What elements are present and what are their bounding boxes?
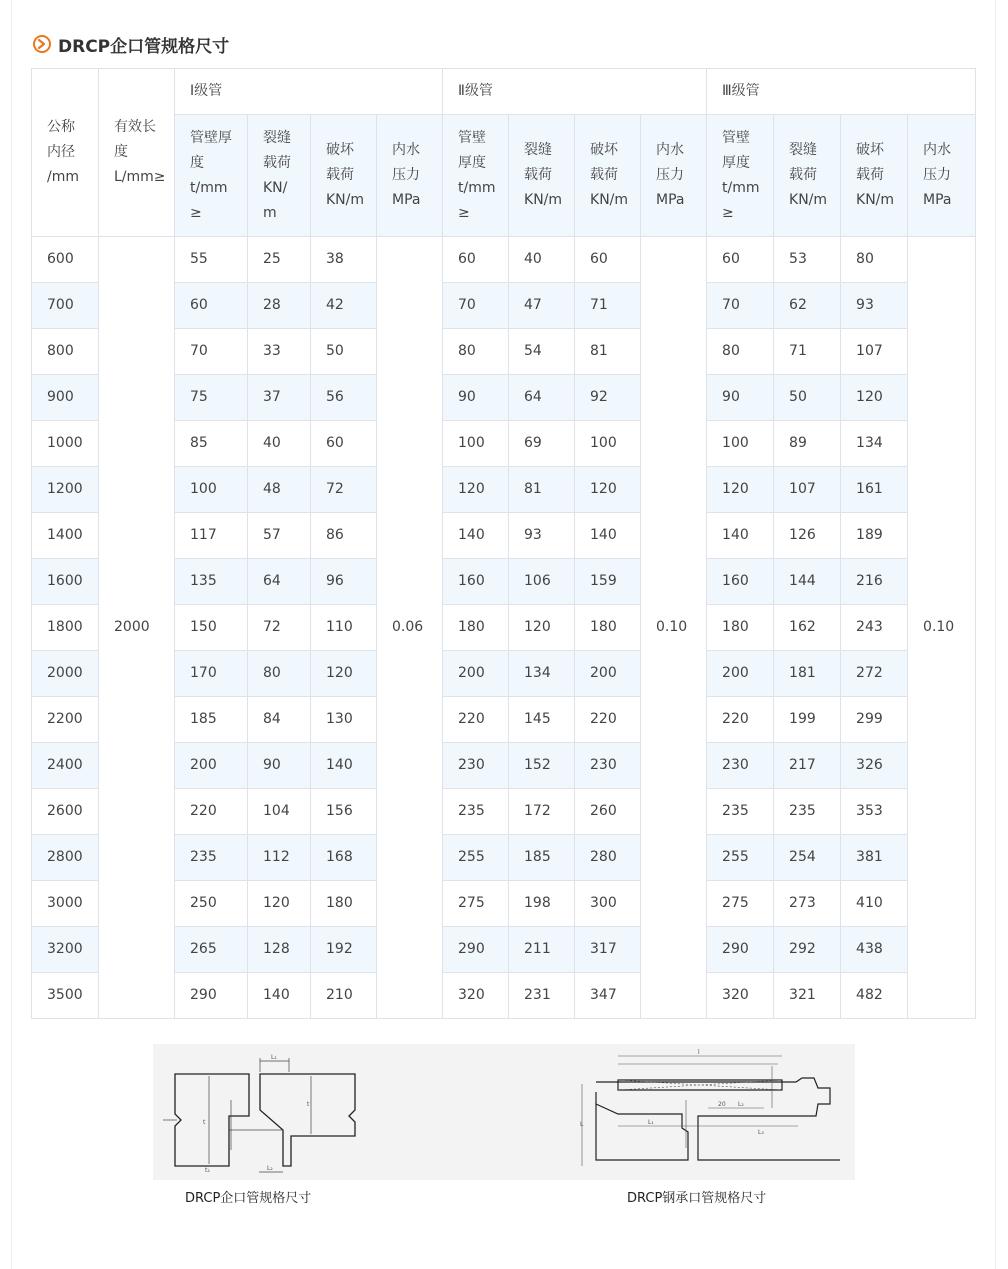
subheader-g3-c1: 管壁 厚度 t/mm ≥ [707, 115, 774, 237]
cell-g2-c3: 230 [575, 743, 641, 789]
cell-g1-c3: 192 [311, 927, 377, 973]
header-group-1: Ⅰ级管 [175, 69, 443, 115]
cell-pressure-g2: 0.10 [641, 237, 707, 1019]
subheader-g2-c3: 破坏 载荷 KN/m [575, 115, 641, 237]
chevron-right-circle-icon [33, 35, 51, 53]
cell-g3-c3: 438 [841, 927, 908, 973]
cell-g3-c2: 181 [774, 651, 841, 697]
cell-g1-c2: 90 [248, 743, 311, 789]
cell-g1-c3: 42 [311, 283, 377, 329]
cell-g2-c3: 92 [575, 375, 641, 421]
cell-g1-c2: 40 [248, 421, 311, 467]
cell-g1-c1: 55 [175, 237, 248, 283]
cell-g2-c3: 120 [575, 467, 641, 513]
svg-text:L₂: L₂ [267, 1165, 273, 1172]
header-effective-length: 有效长 度 L/mm≥ [99, 69, 175, 237]
cell-g3-c1: 275 [707, 881, 774, 927]
cell-g2-c1: 230 [443, 743, 509, 789]
cell-g3-c3: 80 [841, 237, 908, 283]
cell-g1-c1: 150 [175, 605, 248, 651]
svg-text:t₂: t₂ [205, 1167, 210, 1174]
cell-g2-c1: 220 [443, 697, 509, 743]
cell-g1-c3: 156 [311, 789, 377, 835]
cell-g1-c2: 120 [248, 881, 311, 927]
cell-g2-c2: 40 [509, 237, 575, 283]
cell-g3-c2: 273 [774, 881, 841, 927]
right-figure-caption: DRCP钢承口管规格尺寸 [627, 1191, 767, 1206]
cell-g3-c2: 292 [774, 927, 841, 973]
cell-nominal-diameter: 1200 [32, 467, 99, 513]
cell-nominal-diameter: 700 [32, 283, 99, 329]
cell-g3-c2: 62 [774, 283, 841, 329]
subheader-g3-c4: 内水 压力 MPa [908, 115, 976, 237]
cell-g3-c3: 243 [841, 605, 908, 651]
svg-text:t: t [203, 1119, 206, 1126]
cell-g3-c2: 126 [774, 513, 841, 559]
cell-nominal-diameter: 2400 [32, 743, 99, 789]
svg-text:L₃: L₃ [758, 1129, 764, 1136]
cell-g3-c3: 410 [841, 881, 908, 927]
cell-g2-c1: 140 [443, 513, 509, 559]
cell-g3-c1: 140 [707, 513, 774, 559]
cell-g2-c2: 172 [509, 789, 575, 835]
cell-g3-c2: 199 [774, 697, 841, 743]
cell-g2-c1: 320 [443, 973, 509, 1019]
cell-g1-c3: 168 [311, 835, 377, 881]
cell-g3-c3: 482 [841, 973, 908, 1019]
cell-g2-c2: 69 [509, 421, 575, 467]
cell-g3-c2: 235 [774, 789, 841, 835]
cell-g1-c2: 84 [248, 697, 311, 743]
cell-g2-c3: 71 [575, 283, 641, 329]
cell-g1-c3: 140 [311, 743, 377, 789]
cell-nominal-diameter: 2200 [32, 697, 99, 743]
cell-g1-c2: 33 [248, 329, 311, 375]
cell-g1-c2: 64 [248, 559, 311, 605]
cell-g3-c1: 320 [707, 973, 774, 1019]
cell-g2-c3: 60 [575, 237, 641, 283]
cell-g1-c1: 235 [175, 835, 248, 881]
cell-nominal-diameter: 1800 [32, 605, 99, 651]
cell-g1-c3: 96 [311, 559, 377, 605]
cell-g1-c1: 135 [175, 559, 248, 605]
cell-g3-c1: 230 [707, 743, 774, 789]
cell-g3-c2: 162 [774, 605, 841, 651]
cell-g3-c3: 120 [841, 375, 908, 421]
cell-g1-c1: 100 [175, 467, 248, 513]
cell-g1-c3: 56 [311, 375, 377, 421]
cell-nominal-diameter: 2800 [32, 835, 99, 881]
cell-g3-c1: 90 [707, 375, 774, 421]
svg-text:t: t [307, 1101, 310, 1108]
cell-pressure-g1: 0.06 [377, 237, 443, 1019]
subheader-g1-c2: 裂缝 载荷 KN/ m [248, 115, 311, 237]
cell-g3-c3: 189 [841, 513, 908, 559]
svg-text:L₁: L₁ [648, 1119, 654, 1126]
cell-nominal-diameter: 3500 [32, 973, 99, 1019]
section-heading [33, 31, 229, 57]
cell-g3-c2: 71 [774, 329, 841, 375]
cell-g1-c1: 220 [175, 789, 248, 835]
cell-g2-c1: 200 [443, 651, 509, 697]
svg-text:L₂: L₂ [738, 1101, 744, 1108]
cell-g3-c1: 255 [707, 835, 774, 881]
cell-g2-c2: 231 [509, 973, 575, 1019]
cell-g1-c3: 72 [311, 467, 377, 513]
cell-g2-c3: 81 [575, 329, 641, 375]
cell-g2-c3: 347 [575, 973, 641, 1019]
cell-g2-c1: 70 [443, 283, 509, 329]
cell-g2-c3: 180 [575, 605, 641, 651]
cell-g2-c2: 47 [509, 283, 575, 329]
cell-g2-c2: 134 [509, 651, 575, 697]
cell-g3-c1: 220 [707, 697, 774, 743]
cell-g1-c1: 70 [175, 329, 248, 375]
cell-g1-c3: 38 [311, 237, 377, 283]
cell-g2-c1: 80 [443, 329, 509, 375]
cell-nominal-diameter: 800 [32, 329, 99, 375]
subheader-g3-c3: 破坏 载荷 KN/m [841, 115, 908, 237]
subheader-g2-c4: 内水 压力 MPa [641, 115, 707, 237]
cell-g2-c3: 280 [575, 835, 641, 881]
cell-g1-c2: 140 [248, 973, 311, 1019]
cell-g3-c2: 53 [774, 237, 841, 283]
cell-g3-c3: 272 [841, 651, 908, 697]
cell-nominal-diameter: 1600 [32, 559, 99, 605]
cell-g2-c1: 90 [443, 375, 509, 421]
cell-g2-c3: 260 [575, 789, 641, 835]
cell-nominal-diameter: 2000 [32, 651, 99, 697]
cell-g2-c2: 93 [509, 513, 575, 559]
cell-pressure-g3: 0.10 [908, 237, 976, 1019]
cell-g2-c2: 81 [509, 467, 575, 513]
cell-nominal-diameter: 1000 [32, 421, 99, 467]
svg-text:L₁: L₁ [271, 1054, 277, 1061]
cell-g1-c3: 50 [311, 329, 377, 375]
cell-g1-c1: 60 [175, 283, 248, 329]
cell-g1-c1: 170 [175, 651, 248, 697]
svg-text:l: l [698, 1049, 700, 1056]
cell-g3-c3: 93 [841, 283, 908, 329]
cell-g2-c2: 198 [509, 881, 575, 927]
cell-g2-c2: 64 [509, 375, 575, 421]
cell-g2-c1: 100 [443, 421, 509, 467]
cell-g3-c3: 381 [841, 835, 908, 881]
cell-g2-c3: 220 [575, 697, 641, 743]
cell-g1-c2: 57 [248, 513, 311, 559]
section-title: DRCP企口管规格尺寸 [58, 36, 230, 57]
cell-g3-c1: 120 [707, 467, 774, 513]
spec-table [31, 68, 976, 1019]
cell-g3-c2: 254 [774, 835, 841, 881]
cell-g2-c2: 211 [509, 927, 575, 973]
cell-g3-c2: 89 [774, 421, 841, 467]
cell-g2-c3: 200 [575, 651, 641, 697]
cell-g2-c3: 300 [575, 881, 641, 927]
cell-nominal-diameter: 900 [32, 375, 99, 421]
cell-g1-c2: 104 [248, 789, 311, 835]
cell-g2-c3: 317 [575, 927, 641, 973]
cell-g1-c1: 117 [175, 513, 248, 559]
cell-g1-c3: 110 [311, 605, 377, 651]
cell-g1-c3: 180 [311, 881, 377, 927]
cell-g1-c1: 200 [175, 743, 248, 789]
drawings-panel [153, 1044, 855, 1180]
subheader-g2-c2: 裂缝 载荷 KN/m [509, 115, 575, 237]
subheader-g3-c2: 裂缝 载荷 KN/m [774, 115, 841, 237]
header-group-3: Ⅲ级管 [707, 69, 976, 115]
cell-g2-c1: 275 [443, 881, 509, 927]
cell-g1-c2: 28 [248, 283, 311, 329]
cell-g3-c3: 107 [841, 329, 908, 375]
cell-g1-c2: 48 [248, 467, 311, 513]
cell-nominal-diameter: 2600 [32, 789, 99, 835]
cell-g1-c3: 210 [311, 973, 377, 1019]
cell-g1-c2: 37 [248, 375, 311, 421]
cell-nominal-diameter: 1400 [32, 513, 99, 559]
cell-g2-c2: 120 [509, 605, 575, 651]
cell-g2-c2: 54 [509, 329, 575, 375]
cell-g2-c1: 255 [443, 835, 509, 881]
cell-g3-c1: 80 [707, 329, 774, 375]
cell-g3-c1: 70 [707, 283, 774, 329]
header-nominal-diameter: 公称 内径 /mm [32, 69, 99, 237]
cell-g1-c1: 290 [175, 973, 248, 1019]
cell-g3-c3: 161 [841, 467, 908, 513]
cell-g2-c1: 60 [443, 237, 509, 283]
cell-g3-c3: 326 [841, 743, 908, 789]
cell-g1-c3: 86 [311, 513, 377, 559]
header-group-2: Ⅱ级管 [443, 69, 707, 115]
cell-g1-c1: 265 [175, 927, 248, 973]
cell-g2-c2: 185 [509, 835, 575, 881]
cell-g2-c1: 120 [443, 467, 509, 513]
cell-g3-c1: 180 [707, 605, 774, 651]
cell-g2-c1: 235 [443, 789, 509, 835]
cell-g3-c1: 160 [707, 559, 774, 605]
cell-g1-c2: 112 [248, 835, 311, 881]
cell-g3-c1: 60 [707, 237, 774, 283]
cell-g2-c1: 160 [443, 559, 509, 605]
cell-g2-c2: 145 [509, 697, 575, 743]
cell-effective-length: 2000 [99, 237, 175, 1019]
tongue-groove-joint-drawing [159, 1054, 359, 1174]
steel-socket-joint-drawing [578, 1048, 850, 1174]
cell-nominal-diameter: 600 [32, 237, 99, 283]
cell-g1-c1: 185 [175, 697, 248, 743]
cell-g1-c2: 25 [248, 237, 311, 283]
svg-text:20: 20 [718, 1101, 726, 1108]
cell-g2-c2: 106 [509, 559, 575, 605]
cell-nominal-diameter: 3000 [32, 881, 99, 927]
table-row [32, 237, 976, 283]
cell-g1-c1: 250 [175, 881, 248, 927]
subheader-g2-c1: 管壁 厚度 t/mm ≥ [443, 115, 509, 237]
cell-g3-c2: 217 [774, 743, 841, 789]
svg-text:L: L [580, 1121, 584, 1128]
cell-g3-c3: 299 [841, 697, 908, 743]
cell-g3-c3: 353 [841, 789, 908, 835]
cell-g1-c2: 128 [248, 927, 311, 973]
cell-g3-c1: 200 [707, 651, 774, 697]
subheader-g1-c1: 管壁厚 度 t/mm ≥ [175, 115, 248, 237]
cell-g1-c1: 85 [175, 421, 248, 467]
cell-g1-c3: 120 [311, 651, 377, 697]
cell-g3-c3: 216 [841, 559, 908, 605]
cell-g3-c2: 50 [774, 375, 841, 421]
cell-g2-c1: 290 [443, 927, 509, 973]
cell-g1-c3: 130 [311, 697, 377, 743]
cell-g1-c2: 80 [248, 651, 311, 697]
cell-g3-c1: 290 [707, 927, 774, 973]
cell-g1-c1: 75 [175, 375, 248, 421]
cell-g3-c3: 134 [841, 421, 908, 467]
cell-g1-c2: 72 [248, 605, 311, 651]
cell-g3-c2: 321 [774, 973, 841, 1019]
cell-nominal-diameter: 3200 [32, 927, 99, 973]
cell-g2-c3: 140 [575, 513, 641, 559]
cell-g3-c2: 107 [774, 467, 841, 513]
cell-g2-c3: 159 [575, 559, 641, 605]
subheader-g1-c4: 内水 压力 MPa [377, 115, 443, 237]
cell-g3-c2: 144 [774, 559, 841, 605]
cell-g2-c3: 100 [575, 421, 641, 467]
cell-g2-c1: 180 [443, 605, 509, 651]
cell-g1-c3: 60 [311, 421, 377, 467]
cell-g3-c1: 100 [707, 421, 774, 467]
cell-g2-c2: 152 [509, 743, 575, 789]
cell-g3-c1: 235 [707, 789, 774, 835]
left-figure-caption: DRCP企口管规格尺寸 [185, 1191, 312, 1206]
subheader-g1-c3: 破坏 载荷 KN/m [311, 115, 377, 237]
